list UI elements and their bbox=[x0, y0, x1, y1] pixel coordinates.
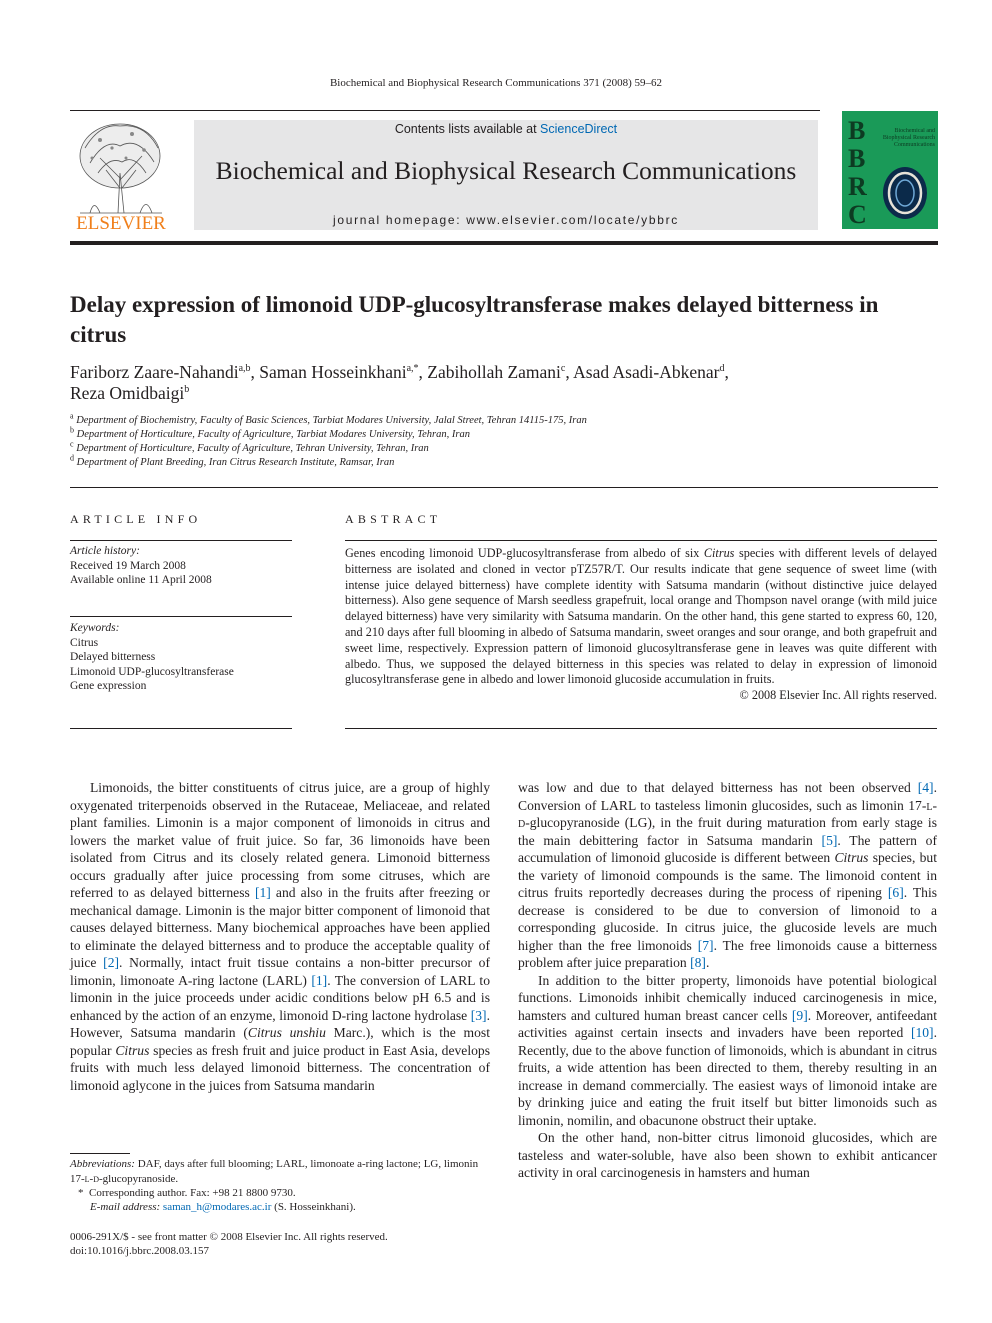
body-paragraph bbox=[518, 972, 937, 1130]
italic-term: Citrus bbox=[834, 850, 869, 865]
affiliation-text: Department of Plant Breeding, Iran Citrus Research Institute, Ramsar, Iran bbox=[76, 457, 395, 468]
journal-title: Biochemical and Biophysical Research Communications bbox=[215, 156, 797, 185]
author-list: Fariborz Zaare-Nahandi$^{a,b}$, Saman Hosseinkhani$^{a,*}$, Zabihollah Zamani$^c$, Asad Asadi-Abkenar$^d$, Reza Omidbaigi$^b$ bbox=[70, 362, 729, 403]
body-paragraph bbox=[518, 779, 937, 972]
author-name[interactable]: Reza Omidbaigi bbox=[70, 383, 185, 403]
journal-cover[interactable] bbox=[842, 111, 938, 229]
keyword[interactable]: Delayed bitterness bbox=[70, 651, 156, 663]
affiliation-mark: c bbox=[70, 439, 74, 449]
reference-link[interactable]: [9] bbox=[791, 1007, 808, 1023]
text-segment: . Normally, intact fruit tissue contains a non-bitter precursor of limonin, limonoate A-ring lactone (LARL) bbox=[70, 955, 490, 988]
author-affiliation-mark: a,* bbox=[406, 363, 419, 375]
section-divider bbox=[70, 487, 938, 488]
affiliation-mark: b bbox=[70, 425, 74, 435]
reference-link[interactable]: [4] bbox=[917, 780, 934, 795]
affiliation bbox=[70, 425, 470, 440]
issn-line: 0006-291X/$ - see front matter © 2008 Elsevier Inc. All rights reserved. bbox=[70, 1231, 388, 1243]
abstract-heading: ABSTRACT bbox=[345, 512, 442, 526]
keyword[interactable]: Citrus bbox=[70, 636, 99, 649]
text-segment: Limonoids, the bitter constituents of citrus juice, are a group of highly oxygenated triterpenoids observed in the Rutaceae, Meliaceae, and related plant families. Limonin is a major component of limonoids in citrus and lowers the market value of fruit juice. So far, 36 limonoids have been isolated from Citrus and its closely related genera. Limonoid bitterness occurs gradually after juice processing from some citruses, which are referred to as delayed bitterness bbox=[70, 780, 490, 900]
affiliation bbox=[70, 411, 587, 426]
keywords-block bbox=[70, 621, 292, 694]
text-segment: . This decrease is considered to be due to conversion of limonoid to a corresponding glucoside. In citrus juice, the glucoside levels are much higher than the free limonoids bbox=[518, 885, 938, 953]
text-segment: . Moreover, antifeedant activities against certain insects and invaders have been reported bbox=[518, 1007, 938, 1040]
text-segment: . Recently, due to the above function of limonoids, which is abundant in citrus fruits, a wide attention has been directed to them, thereby resulting in an increase in demand commercially. The easiest ways of limonoid intake are by drinking juice and eating the fruit itself but bitter limonoids such as limonin, nomilin, and obacunone obstruct their uptake. bbox=[518, 1025, 937, 1128]
elsevier-wordmark: ELSEVIER bbox=[76, 213, 166, 232]
footnote-mark: * bbox=[78, 1187, 84, 1199]
body-paragraph bbox=[518, 1129, 937, 1182]
doi-line[interactable]: doi:10.1016/j.bbrc.2008.03.157 bbox=[70, 1245, 210, 1257]
author-affiliation-mark: b bbox=[184, 384, 190, 396]
corresponding-author-text: Corresponding author. Fax: +98 21 8800 9730. bbox=[89, 1187, 296, 1199]
text-segment: species as fresh fruit and juice product in East Asia, develops fruits with much less delayed limonoid bitterness. The concentration of limonoid aglycone in the juices from Satsuma mandarin bbox=[70, 1042, 490, 1093]
author-name[interactable]: Zabihollah Zamani bbox=[427, 362, 561, 382]
reference-link[interactable]: [3] bbox=[470, 1007, 487, 1023]
article-info-rule bbox=[70, 540, 292, 541]
sciencedirect-link[interactable]: ScienceDirect bbox=[540, 122, 618, 136]
text-segment: . Conversion of LARL to tasteless limonin glucosides, such as limonin 17- bbox=[518, 780, 937, 813]
abstract-rule bbox=[345, 728, 937, 729]
reference-link[interactable]: [2] bbox=[103, 955, 120, 970]
author-name[interactable]: Asad Asadi-Abkenar bbox=[573, 362, 720, 382]
text-segment: -glucopyranoside (LG), in the fruit during maturation from early stage is the main debittering factor in Satsuma mandarin bbox=[518, 815, 937, 848]
body-paragraph bbox=[70, 779, 490, 1094]
email-suffix: (S. Hosseinkhani). bbox=[271, 1201, 356, 1213]
abstract-rule bbox=[345, 540, 937, 541]
article-info-rule bbox=[70, 616, 292, 617]
journal-citation: Biochemical and Biophysical Research Communications 371 (2008) 59–62 bbox=[329, 77, 663, 89]
text-segment: . The free limonoids cause a bitterness problem after juice preparation bbox=[518, 937, 938, 970]
italic-term: Citrus bbox=[115, 1042, 150, 1058]
keywords-label: Keywords: bbox=[70, 622, 120, 634]
text-segment: . The conversion of LARL to limonin in the juice proceeds under acidic conditions below pH 6.5 and is enhanced by the action of an enzyme, limonoid D-ring lactone hydrolase bbox=[70, 972, 490, 1023]
abbreviations-text: DAF, days after full blooming; LARL, limonoate a-ring lactone; LG, limonin 17- bbox=[70, 1158, 479, 1185]
email-footnote bbox=[90, 1200, 510, 1215]
available-date: Available online 11 April 2008 bbox=[70, 574, 212, 586]
text-segment: and also in the fruits after freezing or mechanical damage. Limonin is the major bitter component of limonoid that causes delayed bitterness. Many biochemical approaches have been applied to eliminate the delayed bitterness and to produce the acceptable quality of juice bbox=[70, 885, 490, 970]
reference-link[interactable]: [10] bbox=[910, 1025, 934, 1040]
header-thick-rule bbox=[70, 241, 938, 245]
contents-line bbox=[194, 122, 818, 136]
text-segment: Marc.), which is the most popular bbox=[70, 1025, 490, 1058]
abstract-text bbox=[345, 546, 937, 704]
abstract-segment: Genes encoding limonoid UDP-glucosyltransferase from albedo of six bbox=[345, 546, 704, 560]
reference-link[interactable]: [6] bbox=[887, 885, 904, 900]
affiliation-mark: d bbox=[70, 453, 74, 463]
journal-homepage[interactable]: journal homepage: www.elsevier.com/locate/ybbrc bbox=[332, 213, 680, 227]
affiliation-text: Department of Biochemistry, Faculty of Basic Sciences, Tarbiat Modares University, Jalal Street, Tehran 14115-175, Iran bbox=[76, 415, 587, 426]
smallcaps-term: l-d bbox=[518, 797, 937, 830]
article-info-rule bbox=[70, 728, 292, 729]
affiliation-mark: a bbox=[70, 411, 74, 421]
abbreviations-label: Abbreviations: bbox=[70, 1158, 135, 1170]
keyword[interactable]: Gene expression bbox=[70, 680, 147, 692]
abbreviations-text: -glucopyranoside. bbox=[99, 1172, 179, 1185]
italic-term: Citrus unshiu bbox=[247, 1025, 326, 1040]
text-segment: species, but the variety of limonoid compounds is the same. The limonoid content in citrus fruits reportedly decreases during the process of ripening bbox=[518, 850, 937, 900]
reference-link[interactable]: [1] bbox=[311, 972, 328, 988]
reference-link[interactable]: [8] bbox=[690, 955, 706, 970]
author-affiliation-mark: a,b bbox=[238, 363, 251, 375]
header-rule bbox=[70, 110, 820, 111]
affiliation bbox=[70, 439, 429, 454]
corresponding-author-footnote bbox=[78, 1186, 498, 1201]
abstract-segment: species with different levels of delayed bitterness are isolated and cloned in vector pTZ57R/T. Our results indicate that gene sequence of sweet lime (with intense juice delayed bitterness) have complete identity with Satsuma mandarin (without distinctive juice delayed bitterness). Also gene sequence of Marsh seedless grapefruit, local orange and Thompson navel orange (with mild juice delayed bitterness) have very similarity with Satsuma mandarin. On the other hand, this gene started to express 60, 120, and 210 days after full blooming in albedo of Satsuma mandarin, sweet oranges and sour orange, and both grapefruit and sweet lime, respectively. Expression pattern of limonoid glucosyltransferase gene in leaves was quite different with albedo. Thus, we supposed the delayed bitterness in this species was related to delay in expression of limonoid glucosyltransferase gene in albedo and lower limonoid glucoside accumulation in fruits. bbox=[345, 546, 937, 687]
received-date: Received 19 March 2008 bbox=[70, 559, 186, 572]
article-title: Delay expression of limonoid UDP-glucosyltransferase makes delayed bitterness in citrus bbox=[70, 292, 879, 347]
text-segment: was low and due to that delayed bitterness has not been observed bbox=[518, 780, 918, 795]
text-segment: . The pattern of accumulation of limonoid glucoside is different between bbox=[518, 832, 937, 865]
text-segment: . However, Satsuma mandarin ( bbox=[70, 1007, 490, 1040]
abbreviations-footnote bbox=[70, 1157, 490, 1186]
footnote-rule bbox=[70, 1153, 130, 1154]
elsevier-tree-icon bbox=[70, 118, 172, 232]
reference-link[interactable]: [1] bbox=[254, 885, 271, 900]
text-segment: . bbox=[705, 955, 710, 970]
article-info-heading: ARTICLE INFO bbox=[70, 512, 202, 526]
journal-banner bbox=[194, 120, 818, 230]
abstract-copyright: © 2008 Elsevier Inc. All rights reserved. bbox=[739, 688, 937, 703]
author-affiliation-mark: d bbox=[719, 363, 725, 375]
body-column-left bbox=[70, 779, 490, 1094]
abbreviations-smallcaps: l-d bbox=[84, 1172, 99, 1185]
email-label: E-mail address: bbox=[90, 1201, 161, 1213]
abstract-italic: Citrus bbox=[703, 546, 735, 560]
elsevier-logo[interactable] bbox=[70, 118, 172, 232]
affiliation bbox=[70, 453, 395, 468]
reference-link[interactable]: [5] bbox=[821, 832, 838, 848]
affiliation-text: Department of Horticulture, Faculty of Agriculture, Tehran University, Tehran, Iran bbox=[76, 443, 429, 454]
author-name[interactable]: Fariborz Zaare-Nahandi bbox=[70, 362, 239, 382]
bbrc-cover-icon bbox=[842, 111, 938, 229]
affiliation-text: Department of Horticulture, Faculty of Agriculture, Tarbiat Modares University, Tehran, Iran bbox=[76, 429, 470, 440]
contents-prefix: Contents lists available at bbox=[394, 122, 541, 136]
author-name[interactable]: Saman Hosseinkhani bbox=[259, 362, 407, 382]
reference-link[interactable]: [7] bbox=[697, 937, 714, 953]
author-affiliation-mark: c bbox=[560, 363, 566, 375]
keyword[interactable]: Limonoid UDP-glucosyltransferase bbox=[70, 665, 234, 678]
cover-letters: B B R C bbox=[848, 116, 867, 229]
body-column-right bbox=[518, 779, 937, 1182]
email-link[interactable]: saman_h@modares.ac.ir bbox=[162, 1201, 272, 1213]
cover-caption: Biochemical and Biophysical Research Communications bbox=[882, 128, 935, 148]
text-segment: In addition to the bitter property, limonoids have potential biological functions. Limonoids inhibit chemically induced carcinogenesis in mice, hamsters and cultured human breast cancer cells bbox=[518, 972, 937, 1023]
article-history bbox=[70, 544, 292, 588]
history-label: Article history: bbox=[70, 545, 140, 557]
text-segment: On the other hand, non-bitter citrus limonoid glucosides, which are tasteless and water-soluble, have also been shown to exhibit anticancer activity in oral carcinogenesis in hamsters and human bbox=[518, 1130, 937, 1180]
